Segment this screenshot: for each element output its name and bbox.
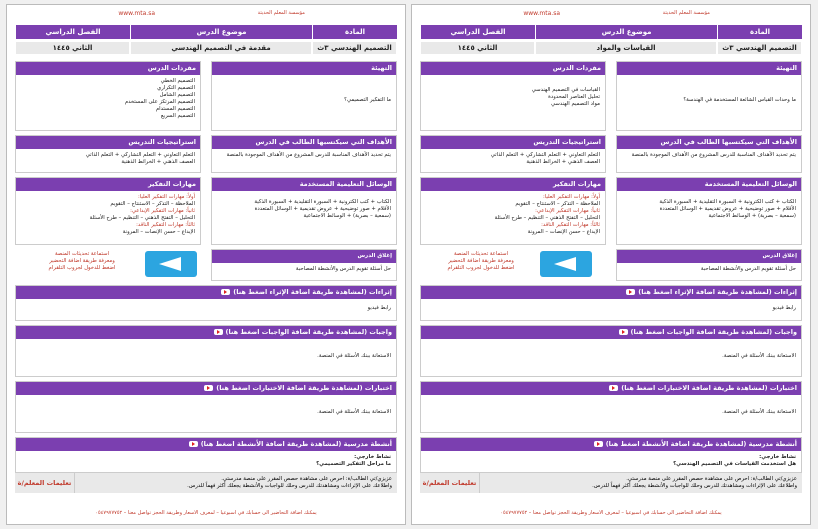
vocab-heading: مفردات الدرس xyxy=(421,62,605,75)
closing-heading: إغلاق الدرس xyxy=(617,250,801,263)
vocab-item: مواد التصميم الهندسي xyxy=(551,101,600,107)
activities-box xyxy=(420,437,802,473)
thinking-skills-box xyxy=(15,177,201,245)
strategies-box xyxy=(420,135,606,173)
subject-value: التصميم الهندسي ٣ث xyxy=(717,41,802,55)
semester-value: الثاني ١٤٤٥ xyxy=(420,41,535,55)
closing-text: حل أسئلة تقويم الدرس والأنشطة المصاحبة xyxy=(700,266,796,272)
closing-text: حل أسئلة تقويم الدرس والأنشطة المصاحبة xyxy=(295,266,391,272)
tools-heading: الوسائل التعليمية المستخدمة xyxy=(212,178,396,191)
tests-text: الاستعانة ببنك الأسئلة في المنصة. xyxy=(722,409,796,415)
activity-question: ما مراحل التفكير التصميمي؟ xyxy=(316,461,391,467)
enrichment-box xyxy=(420,285,802,321)
tests-heading[interactable]: اختبارات (لمشاهدة طريقة اضافة الاختبارات اضغط هنا) xyxy=(16,382,396,395)
subject-header: المادة xyxy=(717,25,802,39)
lesson-header-table xyxy=(15,25,397,57)
vocab-item: التصميم المستدام xyxy=(155,106,195,112)
tools-text: الكتاب + كتب الكترونية + السبورة التقليدية + السبورة الذكية الأقلام + صور توضيحية + عروض تقديمية + الوسائل المتعددة (سمعية – بصرية) + الوسائط الاجتماعية xyxy=(659,199,796,219)
intro-heading: التهيئة xyxy=(617,62,801,75)
subject-header: المادة xyxy=(312,25,397,39)
goals-heading: الأهداف التي سيكتسبها الطالب في الدرس xyxy=(617,136,801,149)
vocab-heading: مفردات الدرس xyxy=(16,62,200,75)
vocab-item: التصميم السريع xyxy=(160,113,195,119)
youtube-icon[interactable] xyxy=(214,329,223,335)
telegram-link-text[interactable]: استماعة تحديثات المنصة ومعرفة طريقة اضافة التحضير اضغط للدخول لجروب التلقرام xyxy=(48,251,116,271)
homework-text: الاستعانة ببنك الأسئلة في المنصة. xyxy=(722,353,796,359)
skills-line: أولاً: مهارات التفكير العليا: xyxy=(138,194,195,200)
goals-text: يتم تحديد الأهداف المناسبة للدرس المشروع من الأهداف الموجودة بالمنصة xyxy=(226,152,391,158)
skills-line: التحليل – التفتح الذهني – التنظيم – طرح الأسئلة xyxy=(89,215,195,221)
vocab-item: التصميم التكراري xyxy=(157,85,195,91)
enrichment-heading[interactable]: إثراءات (لمشاهدة طريقة اضافة الإثراء اضغط هنا) xyxy=(421,286,801,299)
tools-text: الكتاب + كتب الكترونية + السبورة التقليدية + السبورة الذكية الأقلام + صور توضيحية + عروض تقديمية + الوسائل المتعددة (سمعية – بصرية) + الوسائط الاجتماعية xyxy=(254,199,391,219)
activity-question: هل استخدمت القياسات في التصميم الهندسي؟ xyxy=(673,461,796,467)
vocab-item: القياسات في التصميم الهندسي xyxy=(531,87,600,93)
thinking-skills-box xyxy=(420,177,606,245)
strategies-text: التعلم التعاوني + التعلم التشاركي + التعلم الذاتي العصف الذهني + الخرائط الذهنية xyxy=(85,152,195,165)
youtube-icon[interactable] xyxy=(189,441,198,447)
strategies-box xyxy=(15,135,201,173)
vocab-item: التصميم الخطي xyxy=(160,78,195,84)
vocab-list xyxy=(421,75,605,111)
goals-heading: الأهداف التي سيكتسبها الطالب في الدرس xyxy=(212,136,396,149)
vocab-box xyxy=(15,61,201,131)
goals-box xyxy=(211,135,397,173)
skills-line: الملاحظة – التذكر – الاستنتاج – التقويم xyxy=(110,201,195,207)
skills-line: ثانياً: مهارات التفكير الإبداعي: xyxy=(130,208,195,214)
closing-heading: إغلاق الدرس xyxy=(212,250,396,263)
activity-content xyxy=(16,451,396,471)
tools-box xyxy=(616,177,802,245)
site-url[interactable]: www.mta.sa xyxy=(523,10,560,17)
intro-question: ما وحدات القياس الشائعة المستخدمة في الهندسة؟ xyxy=(683,97,796,103)
vocab-list xyxy=(16,75,200,123)
skills-heading: مهارات التفكير xyxy=(421,178,605,191)
vocab-item: التصميم الشامل xyxy=(159,92,195,98)
vocab-item: التصميم المرتكز على المستخدم xyxy=(124,99,195,105)
teacher-notes-label: تعليمات المعلم/ة xyxy=(420,473,480,493)
enrichment-heading[interactable]: إثراءات (لمشاهدة طريقة اضافة الإثراء اضغط هنا) xyxy=(16,286,396,299)
strategies-heading: استراتيجيات التدريس xyxy=(421,136,605,149)
teacher-notes-text: عزيزي/تي الطالب/ة: احرص على مشاهدة حصص المقرر على منصة مدرستي. واطلاعك على الإثراءات ومشاهدتك للدرس وحلك للواجبات والأنشطة يجعلك أكثر فهماً للدرس. xyxy=(187,476,392,489)
homework-heading[interactable]: واجبات (لمشاهدة طريقة اضافة الواجبات اضغط هنا) xyxy=(421,326,801,339)
activities-box xyxy=(15,437,397,473)
semester-value: الثاني ١٤٤٥ xyxy=(15,41,130,55)
footer-note: يمكنك اضافة التحاضير الى حسابك في اسبوعيا – لمعرف الاسعار وطريقة الحجز تواصل معنا – ٠٥٤٧٩٧٧٧٥٢ xyxy=(95,510,317,516)
homework-text: الاستعانة ببنك الأسئلة في المنصة. xyxy=(317,353,391,359)
activities-heading[interactable]: أنشطة مدرسية (لمشاهدة طريقة اضافة الأنشطة اضغط هنا) xyxy=(16,438,396,451)
skills-line: الملاحظة – التذكر – الاستنتاج – التقويم xyxy=(515,201,600,207)
vocab-box xyxy=(420,61,606,131)
enrichment-text: رابط فيديو xyxy=(772,305,796,311)
goals-text: يتم تحديد الأهداف المناسبة للدرس المشروع من الأهداف الموجودة بالمنصة xyxy=(631,152,796,158)
lesson-plan-page-2 xyxy=(6,4,406,525)
youtube-icon[interactable] xyxy=(619,329,628,335)
goals-box xyxy=(616,135,802,173)
tests-box xyxy=(15,381,397,433)
youtube-icon[interactable] xyxy=(609,385,618,391)
youtube-icon[interactable] xyxy=(626,289,635,295)
intro-heading: التهيئة xyxy=(212,62,396,75)
enrichment-box xyxy=(15,285,397,321)
skills-line: ثالثاً: مهارات التفكير الناقد: xyxy=(136,222,195,228)
closing-box xyxy=(616,249,802,281)
teacher-notes-text: عزيزي/تي الطالب/ة: احرص على مشاهدة حصص المقرر على منصة مدرستي. واطلاعك على الإثراءات ومشاهدتك للدرس وحلك للواجبات والأنشطة يجعلك أكثر فهماً للدرس. xyxy=(592,476,797,489)
homework-heading[interactable]: واجبات (لمشاهدة طريقة اضافة الواجبات اضغط هنا) xyxy=(16,326,396,339)
enrichment-text: رابط فيديو xyxy=(367,305,391,311)
telegram-icon[interactable] xyxy=(540,251,592,277)
strategies-heading: استراتيجيات التدريس xyxy=(16,136,200,149)
activity-title: نشاط خارجي: xyxy=(354,454,391,460)
institution-name: مؤسسة المعلم الحديثة xyxy=(257,10,305,16)
strategies-text: التعلم التعاوني + التعلم التشاركي + التعلم الذاتي العصف الذهني + الخرائط الذهنية xyxy=(490,152,600,165)
lesson-plan-page-1 xyxy=(411,4,811,525)
activities-heading[interactable]: أنشطة مدرسية (لمشاهدة طريقة اضافة الأنشطة اضغط هنا) xyxy=(421,438,801,451)
skills-list xyxy=(16,191,200,239)
semester-header: الفصل الدراسي xyxy=(420,25,535,39)
skills-heading: مهارات التفكير xyxy=(16,178,200,191)
topic-value: القياسات والمواد xyxy=(535,41,717,55)
youtube-icon[interactable] xyxy=(204,385,213,391)
lesson-header-table xyxy=(420,25,802,57)
youtube-icon[interactable] xyxy=(594,441,603,447)
activity-content xyxy=(421,451,801,471)
telegram-link-text[interactable]: استماعة تحديثات المنصة ومعرفة طريقة اضافة التحضير اضغط للدخول لجروب التلقرام xyxy=(447,251,515,271)
site-url[interactable]: www.mta.sa xyxy=(118,10,155,17)
homework-box xyxy=(420,325,802,377)
skills-list xyxy=(421,191,605,239)
skills-line: التحليل – التفتح الذهني – التنظيم – طرح الأسئلة xyxy=(494,215,600,221)
intro-question: ما التفكير التصميمي؟ xyxy=(344,97,391,103)
tests-heading[interactable]: اختبارات (لمشاهدة طريقة اضافة الاختبارات اضغط هنا) xyxy=(421,382,801,395)
skills-line: ثالثاً: مهارات التفكير الناقد: xyxy=(541,222,600,228)
semester-header: الفصل الدراسي xyxy=(15,25,130,39)
teacher-notes xyxy=(15,473,397,493)
vocab-item: تحليل العناصر المحدودة xyxy=(548,94,600,100)
institution-name: مؤسسة المعلم الحديثة xyxy=(662,10,710,16)
teacher-notes xyxy=(420,473,802,493)
tests-text: الاستعانة ببنك الأسئلة في المنصة. xyxy=(317,409,391,415)
skills-line: الإبداع – حسن الإنصات – المرونة xyxy=(122,229,195,235)
activity-title: نشاط خارجي: xyxy=(759,454,796,460)
tools-heading: الوسائل التعليمية المستخدمة xyxy=(617,178,801,191)
telegram-icon[interactable] xyxy=(145,251,197,277)
intro-box xyxy=(616,61,802,131)
topic-value: مقدمة في التصميم الهندسي xyxy=(130,41,312,55)
subject-value: التصميم الهندسي ٣ث xyxy=(312,41,397,55)
closing-box xyxy=(211,249,397,281)
teacher-notes-label: تعليمات المعلم/ة xyxy=(15,473,75,493)
intro-box xyxy=(211,61,397,131)
tools-box xyxy=(211,177,397,245)
tests-box xyxy=(420,381,802,433)
topic-header: موضوع الدرس xyxy=(535,25,717,39)
skills-line: الإبداع – حسن الإنصات – المرونة xyxy=(527,229,600,235)
skills-line: أولاً: مهارات التفكير العليا: xyxy=(543,194,600,200)
footer-note: يمكنك اضافة التحاضير الى حسابك في اسبوعيا – لمعرف الاسعار وطريقة الحجز تواصل معنا – ٠٥٤٧٩٧٧٧٥٢ xyxy=(500,510,722,516)
topic-header: موضوع الدرس xyxy=(130,25,312,39)
youtube-icon[interactable] xyxy=(221,289,230,295)
homework-box xyxy=(15,325,397,377)
skills-line: ثانياً: مهارات التفكير الإبداعي: xyxy=(535,208,600,214)
